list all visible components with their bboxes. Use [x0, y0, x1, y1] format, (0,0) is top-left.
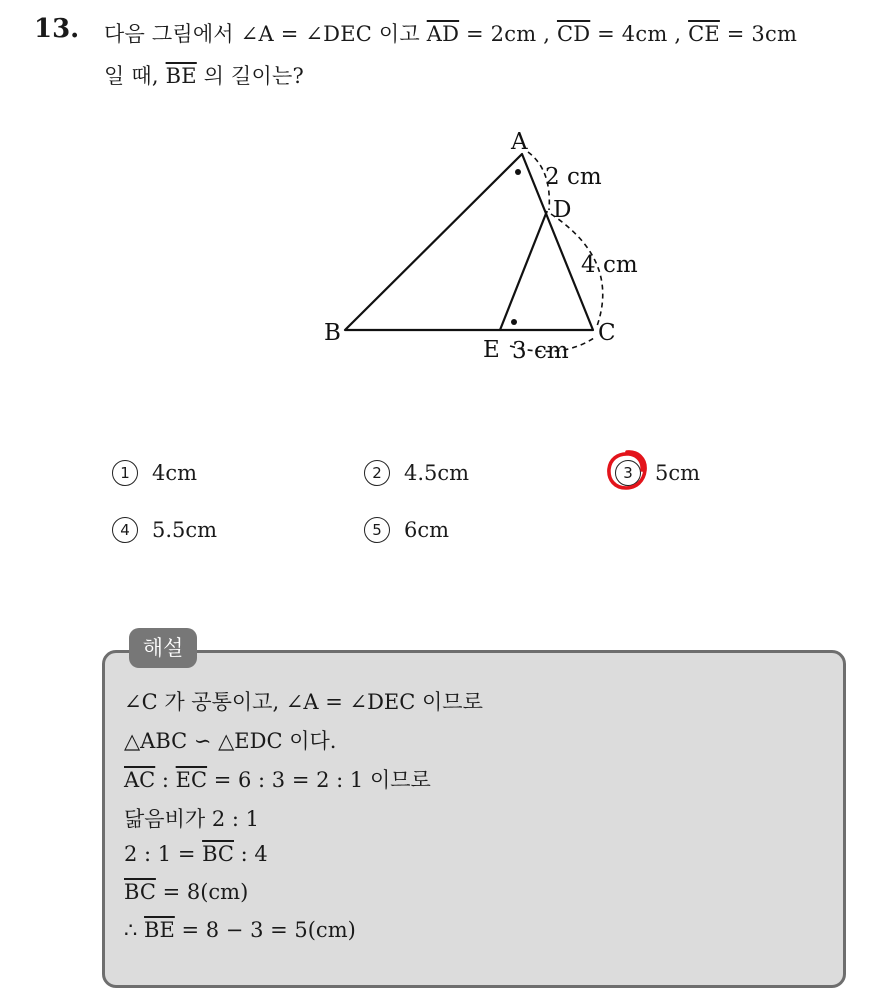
choice-mark: 4: [112, 517, 138, 543]
angle-mark-e: [511, 319, 517, 325]
label-e: E: [483, 337, 500, 363]
solution-line-4: 닮음비가 2 : 1: [124, 807, 259, 831]
choice-4[interactable]: 4 5.5cm: [112, 517, 217, 543]
solution-line-1: ∠C 가 공통이고, ∠A = ∠DEC 이므로: [124, 690, 483, 714]
angle-mark-a: [515, 169, 521, 175]
solution-tag: 해설: [129, 628, 197, 668]
label-a: A: [511, 129, 528, 155]
triangle-diagram: [300, 120, 660, 370]
question-text-line-1: 다음 그림에서 ∠A = ∠DEC 이고 $\overline{AD} = 2cm$ , $\overline{CD} = 4cm$ , $\overline{CE} = 3cm$: [104, 22, 798, 46]
label-b: B: [324, 320, 341, 346]
label-d: D: [553, 197, 572, 223]
question-text-line-2: 일 때, $\overline{BE}$ 의 길이는?: [104, 64, 304, 88]
choice-3[interactable]: 3 5cm: [615, 460, 700, 486]
solution-line-2: △ABC ∽ △EDC 이다.: [124, 729, 337, 753]
solution-line-6: $\overline{BC} = 8(cm)$: [124, 880, 249, 904]
solution-line-7: ∴ $\overline{BE} = 8 - 3 = 5(cm)$: [124, 918, 356, 942]
choice-5[interactable]: 5 6cm: [364, 517, 449, 543]
choice-mark: 1: [112, 460, 138, 486]
segment-ed: [500, 211, 547, 330]
choice-mark: 2: [364, 460, 390, 486]
label-c: C: [598, 320, 616, 346]
answer-selection-circle: [605, 448, 649, 492]
solution-line-3: $\overline{AC}$ : $\overline{EC} = 6$ : 3 = 2 : 1 이므로: [124, 768, 431, 792]
question-number: 13.: [34, 14, 80, 44]
measure-ad: 2 cm: [545, 164, 602, 190]
choice-2[interactable]: 2 4.5cm: [364, 460, 469, 486]
measure-ec: 3 cm: [512, 338, 569, 364]
choice-mark: 3: [615, 460, 641, 486]
choice-mark: 5: [364, 517, 390, 543]
measure-dc: 4 cm: [581, 252, 638, 278]
solution-line-5: 2 : $1 = \overline{BC}$ : 4: [124, 842, 268, 866]
choice-1[interactable]: 1 4cm: [112, 460, 197, 486]
